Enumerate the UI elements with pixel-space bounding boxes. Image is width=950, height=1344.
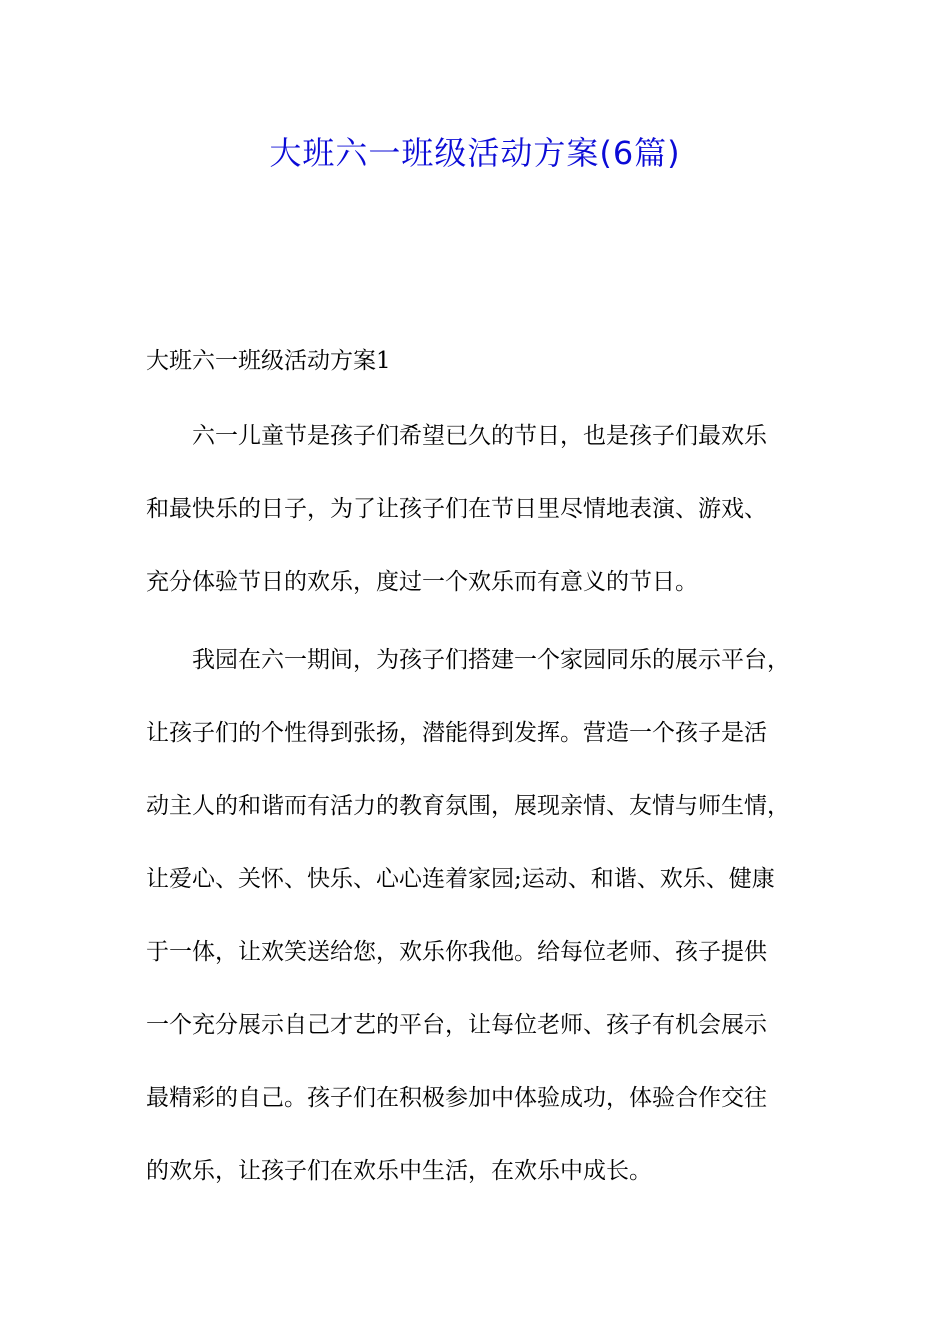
section-heading: 大班六一班级活动方案1 — [146, 348, 391, 374]
document-title: 大班六一班级活动方案(6篇) — [269, 134, 681, 172]
paragraph-line: 和最快乐的日子，为了让孩子们在节日里尽情地表演、游戏、 — [146, 496, 767, 522]
paragraph-line: 让爱心、关怀、快乐、心心连着家园;运动、和谐、欢乐、健康 — [146, 866, 775, 892]
paragraph-line: 让孩子们的个性得到张扬，潜能得到发挥。营造一个孩子是活 — [146, 720, 767, 746]
paragraph-line: 于一体，让欢笑送给您，欢乐你我他。给每位老师、孩子提供 — [146, 939, 767, 965]
paragraph — [146, 642, 826, 1226]
paragraph-line: 最精彩的自己。孩子们在积极参加中体验成功，体验合作交往 — [146, 1085, 767, 1111]
paragraph-line: 我园在六一期间，为孩子们搭建一个家园同乐的展示平台， — [192, 647, 790, 673]
paragraph-line: 的欢乐，让孩子们在欢乐中生活，在欢乐中成长。 — [146, 1158, 652, 1184]
paragraph-line: 一个充分展示自己才艺的平台，让每位老师、孩子有机会展示 — [146, 1012, 767, 1038]
paragraph-line: 动主人的和谐而有活力的教育氛围，展现亲情、友情与师生情， — [146, 793, 790, 819]
paragraph — [146, 418, 826, 637]
paragraph-line: 充分体验节日的欢乐，度过一个欢乐而有意义的节日。 — [146, 569, 698, 595]
paragraph-line: 六一儿童节是孩子们希望已久的节日，也是孩子们最欢乐 — [192, 423, 767, 449]
